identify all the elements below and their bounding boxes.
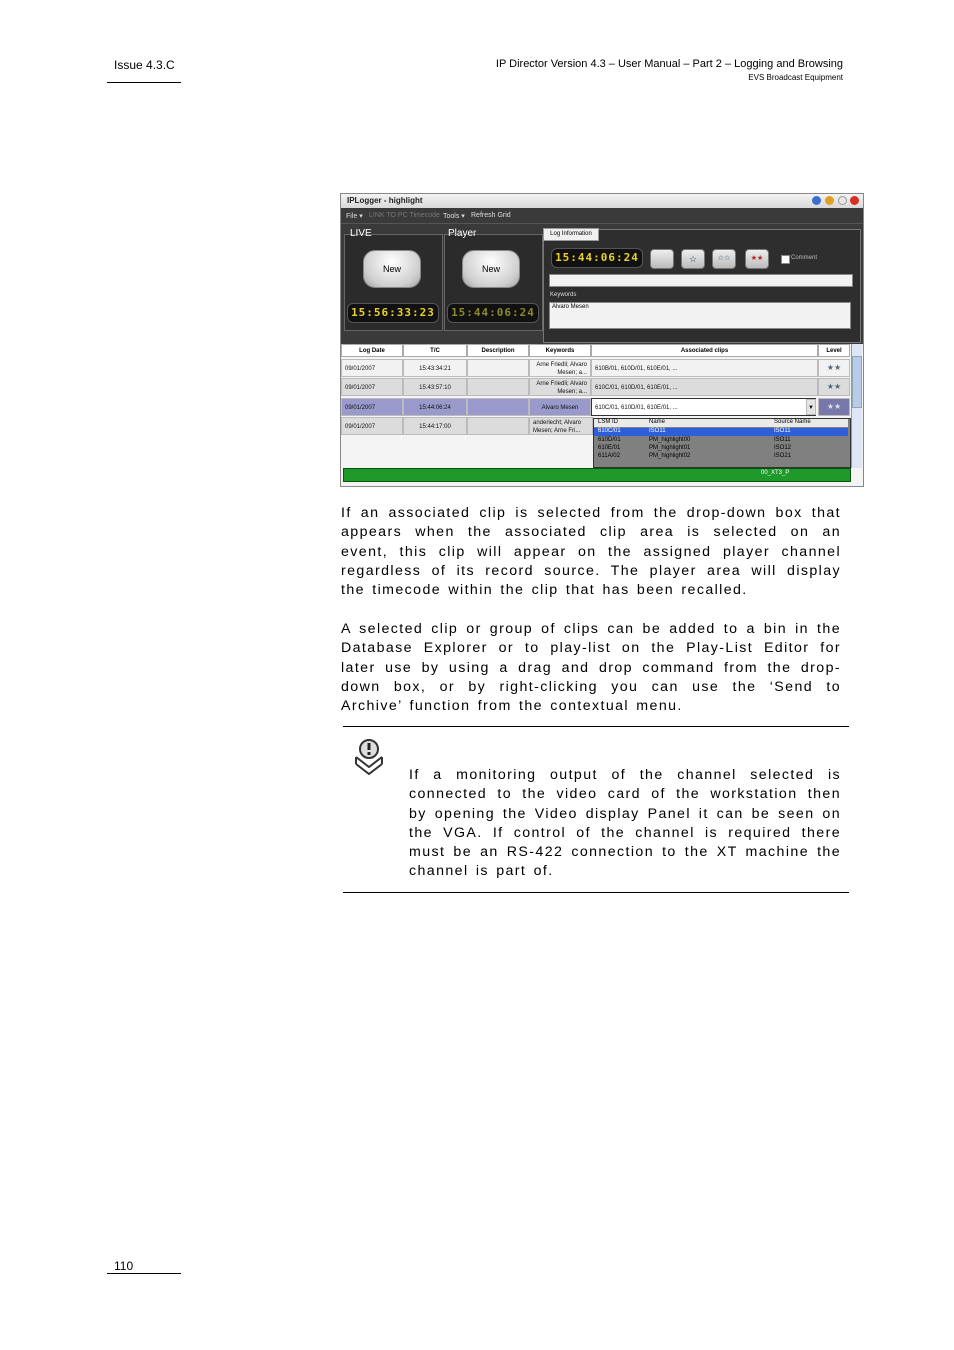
issue-label: Issue 4.3.C — [114, 58, 175, 72]
comment-label: Comment — [791, 255, 818, 261]
associated-clips-combo[interactable]: 610C/01, 610D/01, 610E/01, ... — [591, 398, 816, 416]
header-rule — [107, 82, 181, 83]
maximize-icon[interactable] — [838, 196, 847, 205]
row-tc[interactable]: 15:44:17:00 — [403, 417, 467, 435]
dropdown-col-lsm-id: LSM ID — [598, 419, 619, 425]
row-tc[interactable]: 15:44:06:24 — [403, 398, 467, 416]
star-icon[interactable]: ☆ — [681, 249, 705, 269]
close-icon[interactable] — [850, 196, 859, 205]
title-bar — [341, 194, 863, 208]
table-row[interactable]: 09/01/2007 — [341, 359, 403, 377]
dropdown-row-name[interactable]: PM_highlight00 — [649, 437, 691, 443]
document-header — [496, 58, 843, 84]
player-timecode: 15:44:06:24 — [447, 303, 539, 323]
row-clips[interactable]: 610B/01, 610D/01, 610E/01, ... — [591, 359, 818, 377]
row-tc[interactable]: 15:43:57:10 — [403, 378, 467, 396]
log-timecode: 15:44:06:24 — [551, 248, 643, 268]
live-new-button[interactable]: New — [363, 250, 421, 288]
row-keywords[interactable]: Alvaro Mesen — [529, 398, 591, 416]
dropdown-row-source[interactable]: ISO21 — [774, 453, 792, 459]
menu-tools[interactable]: Tools ▾ — [443, 213, 465, 220]
dropdown-row-id[interactable]: 610C/01 — [598, 428, 621, 434]
menu-link-pc-timecode[interactable]: LINK TO PC Timecode — [369, 212, 440, 219]
keywords-label: Keywords — [550, 292, 577, 298]
row-tc[interactable]: 15:43:34:21 — [403, 359, 467, 377]
column-tc[interactable]: T/C — [403, 344, 467, 357]
dropdown-row-name[interactable]: ISO11 — [649, 428, 666, 434]
row-description[interactable] — [467, 417, 529, 435]
table-row-selected[interactable]: 09/01/2007 — [341, 398, 403, 416]
table-row[interactable]: 09/01/2007 — [341, 378, 403, 396]
events-grid — [341, 344, 863, 486]
menu-file[interactable]: File ▾ — [346, 213, 363, 220]
stars-icon: ★★ — [818, 378, 850, 396]
dropdown-col-source: Source Name — [774, 419, 811, 425]
row-description[interactable] — [467, 378, 529, 396]
footer-rule — [107, 1273, 181, 1274]
dropdown-row-id[interactable]: 610E/01 — [598, 445, 621, 451]
paragraph-2: A selected clip or group of clips can be added to a bin in the Database Explorer or to play-list on the Play-List Editor for later use by using a drag and drop command from the drop-down box, or by right-clicking you can use the ‘Send to Archive’ function from the contextual menu. — [341, 621, 841, 715]
dropdown-row-source[interactable]: ISO11 — [774, 428, 791, 434]
column-associated-clips[interactable]: Associated clips — [591, 344, 818, 357]
live-timecode: 15:56:33:23 — [347, 303, 439, 323]
row-description[interactable] — [467, 359, 529, 377]
column-log-date[interactable]: Log Date — [341, 344, 403, 357]
row-keywords[interactable]: anderlecht; Alvaro Mesen; Arne Fri... — [529, 417, 593, 435]
two-stars-icon[interactable]: ☆☆ — [712, 249, 736, 269]
dropdown-row-source[interactable]: ISO11 — [774, 437, 791, 443]
status-text: 00_XT3_P — [761, 470, 790, 476]
level-button-0[interactable] — [650, 249, 674, 269]
chevron-down-icon[interactable]: ▼ — [806, 399, 816, 415]
menu-refresh-grid[interactable]: Refresh Grid — [471, 212, 511, 219]
note-text: If a monitoring output of the channel selected is connected to the video card of the workstation then by opening the Video display Panel it can be seen on the VGA. If control of the channel is required there must be an RS-422 connection to the XT machine the channel is part of. — [409, 767, 841, 880]
dropdown-row-id[interactable]: 611A/02 — [598, 453, 620, 459]
company-name: EVS Broadcast Equipment — [748, 73, 843, 82]
minimize-icon[interactable] — [825, 196, 834, 205]
row-description[interactable] — [467, 398, 529, 416]
row-keywords[interactable]: Arne Friedli; Alvaro Mesen; a... — [529, 378, 591, 396]
row-clips[interactable]: 610C/01, 610D/01, 610E/01, ... — [591, 378, 818, 396]
dropdown-row-name[interactable]: PM_highlight02 — [649, 453, 691, 459]
page-number: 110 — [114, 1259, 134, 1273]
table-row[interactable]: 09/01/2007 — [341, 417, 403, 435]
stars-icon: ★★ — [818, 359, 850, 377]
note-icon — [352, 737, 386, 786]
dropdown-row-id[interactable]: 610D/01 — [598, 437, 621, 443]
iplogger-screenshot — [340, 193, 864, 487]
paragraph-1: If an associated clip is selected from the drop-down box that appears when the associated clip area is selected on an event, this clip will appear on the assigned player channel regardless of its record source. The player area will display the timecode within the clip that has been recalled. — [341, 505, 841, 599]
row-keywords[interactable]: Arne Friedli; Alvaro Mesen; a... — [529, 359, 591, 377]
dropdown-row-name[interactable]: PM_highlight01 — [649, 445, 691, 451]
tab-log-information[interactable]: Log Information — [543, 228, 599, 241]
stars-icon: ★★ — [818, 398, 850, 416]
document-title: IP Director Version 4.3 – User Manual – Part 2 – Logging and Browsing — [495, 58, 843, 70]
player-new-button[interactable]: New — [462, 250, 520, 288]
keywords-field[interactable]: Alvaro Mesen — [549, 302, 851, 329]
live-label: LIVE — [350, 228, 372, 239]
window-title: IPLogger - highlight — [347, 196, 423, 205]
player-label: Player — [448, 228, 477, 239]
dropdown-row-source[interactable]: ISO12 — [774, 445, 792, 451]
scrollbar-thumb[interactable] — [852, 356, 862, 408]
column-keywords[interactable]: Keywords — [529, 344, 591, 357]
comment-field[interactable] — [549, 274, 853, 287]
comment-checkbox[interactable] — [781, 255, 790, 264]
three-stars-icon[interactable]: ★★ — [745, 249, 769, 269]
dropdown-col-name: Name — [649, 419, 666, 425]
menu-bar — [341, 209, 863, 224]
dropdown-selected-row[interactable] — [594, 428, 848, 436]
help-icon[interactable] — [812, 196, 821, 205]
column-description[interactable]: Description — [467, 344, 529, 357]
column-level[interactable]: Level — [818, 344, 850, 357]
